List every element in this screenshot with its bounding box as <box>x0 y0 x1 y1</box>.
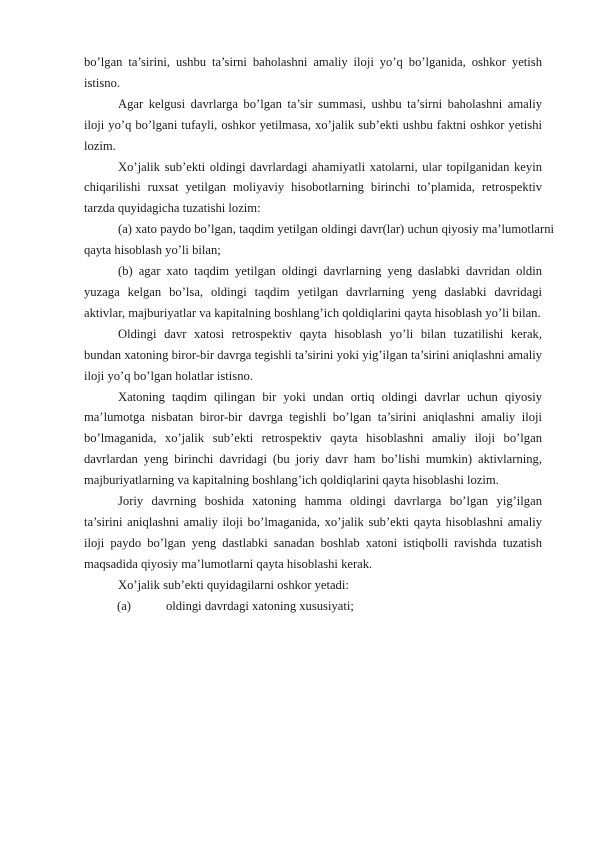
paragraph: Xatoning taqdim qilingan bir yoki undan ortiq oldingi davrlar uchun qiyosiy ma’lumotga nisbatan biror-bir davrga tegishli bo’lgan ta’sirini aniqlashni amaliy iloji bo’lmaganida, xo’jalik sub’ekti retrospektiv qayta hisoblashni amaliy iloji bo’lgan davrlardan yeng birinchi davridagi (bu joriy davr ham bo’lishi mumkin) aktivlarning, majburiyatlarning va kapitalning boshlang’ich qoldiqlarini qayta hisoblashi lozim. <box>84 389 542 488</box>
paragraph: bo’lgan ta’sirini, ushbu ta’sirni baholashni amaliy iloji yo’q bo’lganida, oshkor yetish istisno. <box>84 55 542 90</box>
paragraph: Joriy davrning boshida xatoning hamma oldingi davrlarga bo’lgan yig’ilgan ta’sirini aniqlashni amaliy iloji bo’lmaganida, xo’jalik sub’ekti qayta hisoblashni amaliy iloji paydo bo’lgan yeng dastlabki sanadan boshlab xatoni istiqbolli ravishda tuzatish maqsadida qiyosiy ma’lumotlarni qayta hisoblashi kerak. <box>84 494 542 571</box>
list-item-text: oldingi davrdagi xatoning xususiyati; <box>166 598 354 613</box>
list-marker: (a) <box>117 598 131 613</box>
paragraph: Xo’jalik sub’ekti oldingi davrlardagi ahamiyatli xatolarni, ular topilganidan keyin chiqarilishi ruxsat yetilgan moliyaviy hisobotlarning birinchi to’plamida, retrospektiv tarzda quyidagicha tuzatishi lozim: <box>84 159 542 216</box>
list-item <box>84 596 542 617</box>
document-body <box>84 52 554 616</box>
paragraph: Xo’jalik sub’ekti quyidagilarni oshkor yetadi: <box>118 577 349 592</box>
paragraph: (a) xato paydo bo’lgan, taqdim yetilgan oldingi davr(lar) uchun qiyosiy ma’lumotlarni qayta hisoblash yo’li bilan; <box>84 222 554 258</box>
paragraph: Agar kelgusi davrlarga bo’lgan ta’sir summasi, ushbu ta’sirni baholashni amaliy iloji yo’q bo’lgani tufayli, oshkor yetilmasa, xo’jalik sub’ekti ushbu faktni oshkor yetishi lozim. <box>84 96 542 153</box>
paragraph: Oldingi davr xatosi retrospektiv qayta hisoblash yo’li bilan tuzatilishi kerak, bundan xatoning biror-bir davrga tegishli ta’sirini yoki yig’ilgan ta’sirini aniqlashni amaliy iloji yo’q bo’lgan holatlar istisno. <box>84 326 542 383</box>
paragraph: (b) agar xato taqdim yetilgan oldingi davrlarning yeng daslabki davridan oldin yuzaga kelgan bo’lsa, oldingi taqdim yetilgan davrlarning yeng daslabki davridagi aktivlar, majburiyatlar va kapitalning boshlang’ich qoldiqlarini qayta hisoblash yo’li bilan. <box>84 264 542 320</box>
